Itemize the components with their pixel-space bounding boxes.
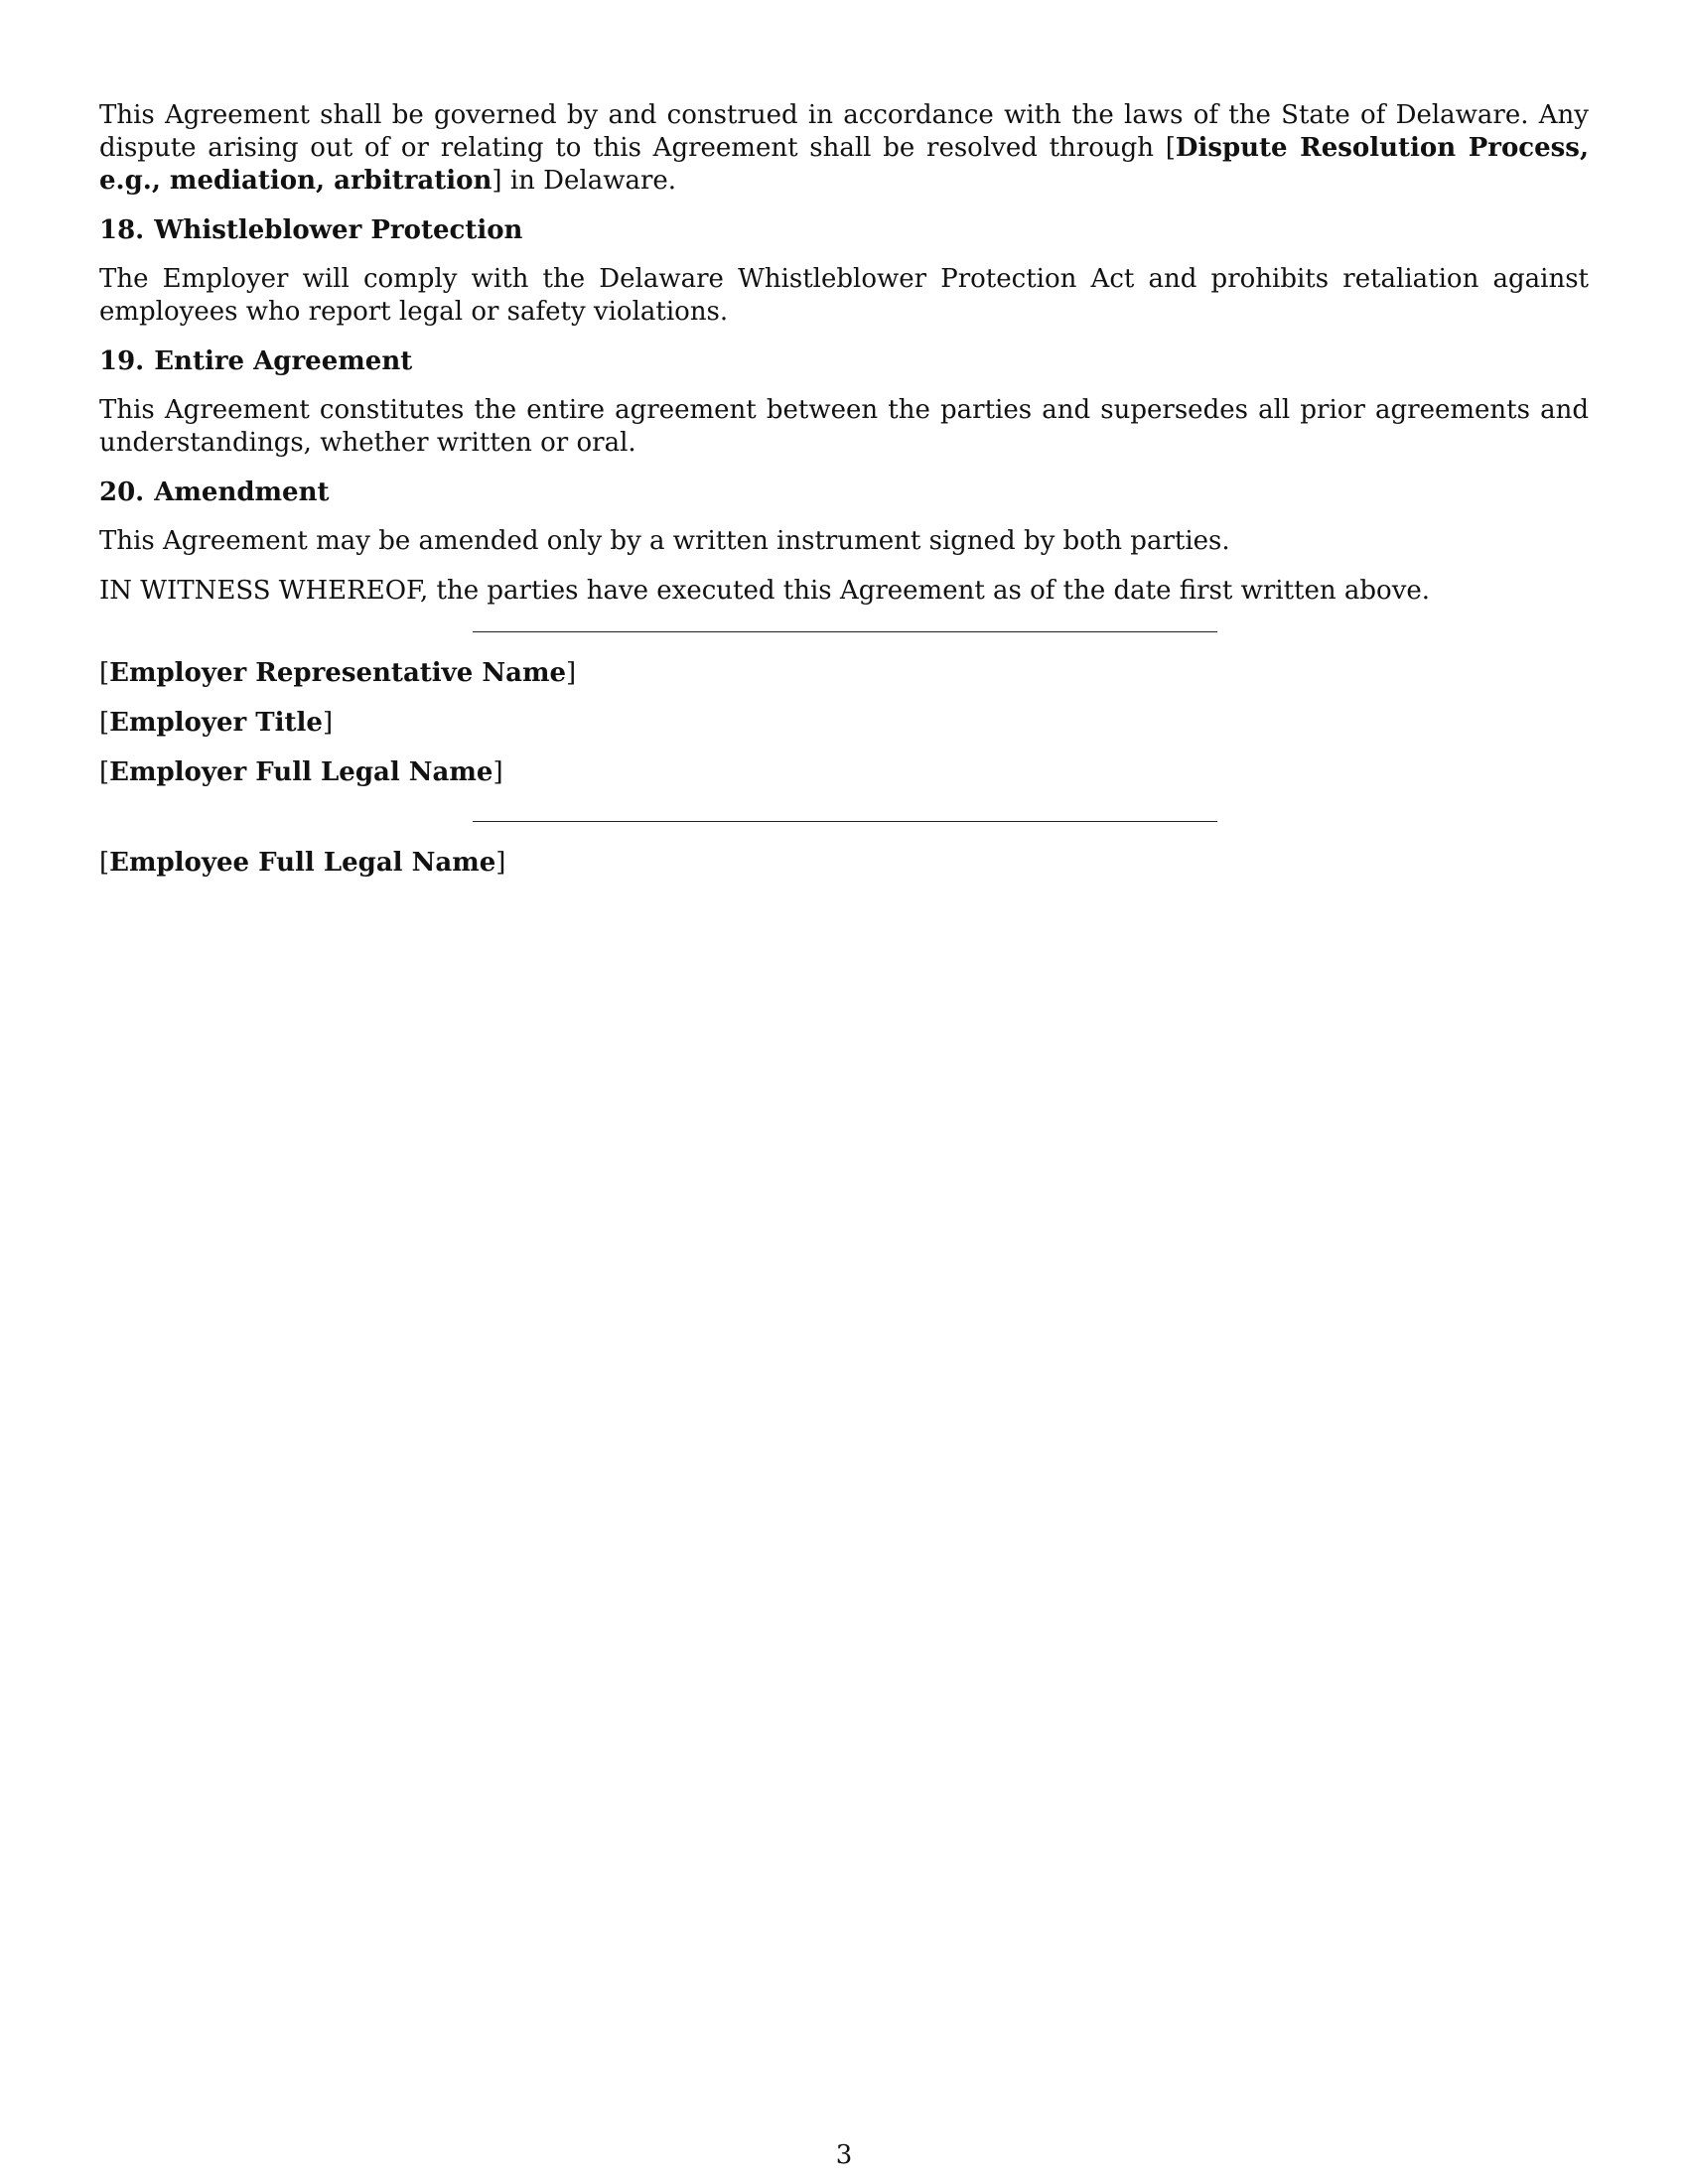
bracket-close: ] bbox=[492, 757, 503, 787]
bracket-open: [ bbox=[99, 658, 110, 688]
section-title: Entire Agreement bbox=[154, 346, 413, 376]
section-title: Amendment bbox=[154, 478, 330, 507]
employee-legal-name-placeholder: Employee Full Legal Name bbox=[109, 848, 496, 878]
employer-legal-name bbox=[99, 748, 1589, 797]
section-number: 19. bbox=[99, 346, 145, 376]
governing-law-text-end: in Delaware. bbox=[501, 166, 677, 196]
bracket-close: ] bbox=[495, 848, 506, 878]
employer-representative-name bbox=[99, 648, 1589, 698]
employer-signature-line bbox=[473, 631, 1217, 632]
bracket-open: [ bbox=[99, 848, 110, 878]
section-heading-amendment bbox=[99, 477, 1589, 509]
bracket-open: [ bbox=[99, 757, 110, 787]
bracket-open: [ bbox=[1165, 133, 1176, 163]
employer-title bbox=[99, 698, 1589, 748]
section-body-amendment: This Agreement may be amended only by a written instrument signed by both parties. bbox=[99, 526, 1230, 556]
page-number: 3 bbox=[835, 2140, 853, 2170]
section-heading-whistleblower bbox=[99, 214, 1589, 247]
dispute-resolution-placeholder: Dispute Resolution Process, e.g., mediation, arbitration bbox=[99, 133, 1589, 196]
bracket-close: ] bbox=[322, 708, 334, 738]
employer-representative-name-placeholder: Employer Representative Name bbox=[109, 658, 567, 688]
bracket-close: ] bbox=[492, 166, 502, 196]
employee-signature-line bbox=[473, 821, 1217, 822]
section-body-whistleblower: The Employer will comply with the Delaware Whistleblower Protection Act and prohibits retaliation against employees who report legal or safety violations. bbox=[99, 264, 1589, 327]
governing-law-paragraph bbox=[99, 99, 1589, 198]
employer-title-placeholder: Employer Title bbox=[109, 708, 323, 738]
bracket-close: ] bbox=[566, 658, 577, 688]
document-page bbox=[99, 99, 1589, 887]
section-title: Whistleblower Protection bbox=[154, 215, 523, 245]
witness-statement: IN WITNESS WHEREOF, the parties have executed this Agreement as of the date first written above. bbox=[99, 576, 1431, 606]
section-number: 20. bbox=[99, 478, 145, 507]
section-body-entire-agreement: This Agreement constitutes the entire agreement between the parties and supersedes all prior agreements and understandings, whether written or oral. bbox=[99, 395, 1589, 458]
bracket-open: [ bbox=[99, 708, 110, 738]
section-heading-entire-agreement bbox=[99, 345, 1589, 378]
employee-legal-name bbox=[99, 838, 1589, 887]
employer-legal-name-placeholder: Employer Full Legal Name bbox=[109, 757, 493, 787]
section-number: 18. bbox=[99, 215, 145, 245]
governing-law-text-start: This Agreement shall be governed by and construed in accordance with the laws of the State of Delaware. Any dispute arising out of or relating to this Agreement shall be resolved through bbox=[99, 100, 1589, 163]
